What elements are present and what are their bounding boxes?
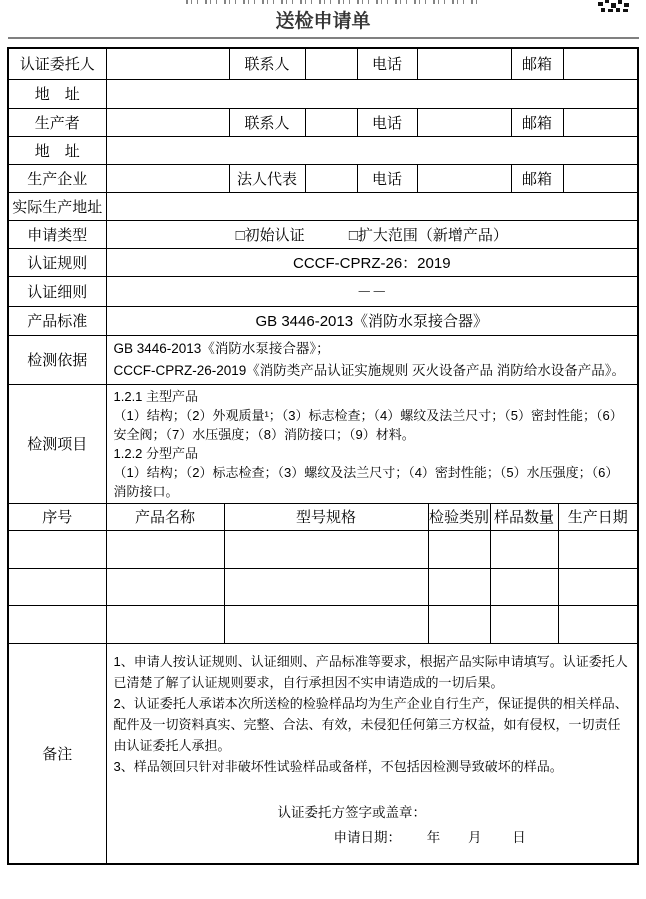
factory-phone-label: 电话 <box>357 164 417 192</box>
applicant-row <box>8 48 638 79</box>
applicant-contact-label: 联系人 <box>229 48 305 79</box>
product-1-date-field[interactable] <box>558 530 638 568</box>
certification-detail-label: 认证细则 <box>8 276 106 306</box>
test-items-line-4: （1）结构；（2）标志检查；（3）螺纹及法兰尺寸；（4）密封性能；（5）水压强度；（6）消防接口。 <box>113 464 619 499</box>
applicant-phone-label: 电话 <box>357 48 417 79</box>
factory-name-field[interactable] <box>106 164 229 192</box>
product-1-category-field[interactable] <box>428 530 490 568</box>
factory-email-field[interactable] <box>563 164 638 192</box>
factory-email-label: 邮箱 <box>511 164 563 192</box>
remarks-row <box>8 643 638 864</box>
test-items-row <box>8 384 638 503</box>
factory-label: 生产企业 <box>8 164 106 192</box>
date-month-label: 月 <box>468 829 482 845</box>
test-items-value <box>106 384 638 503</box>
test-items-line-2: （1）结构；（2）外观质量¹；（3）标志检查；（4）螺纹及法兰尺寸；（5）密封性能；（6）安全阀；（7）水压强度；（8）消防接口；（9）材料。 <box>113 407 623 442</box>
product-1-model-field[interactable] <box>224 530 428 568</box>
producer-email-label: 邮箱 <box>511 108 563 136</box>
option-expand-scope[interactable]: □扩大范围（新增产品） <box>348 226 508 244</box>
product-standard-row <box>8 306 638 335</box>
producer-address-row <box>8 136 638 164</box>
test-basis-label: 检测依据 <box>8 335 106 384</box>
signature-line[interactable] <box>278 802 631 823</box>
clipped-header-text-fragments <box>186 0 480 4</box>
header-production-date: 生产日期 <box>558 503 638 530</box>
product-2-category-field[interactable] <box>428 568 490 605</box>
applicant-email-label: 邮箱 <box>511 48 563 79</box>
applicant-phone-field[interactable] <box>417 48 511 79</box>
test-items-line-3: 1.2.2 分型产品 <box>113 445 199 461</box>
applicant-label: 认证委托人 <box>8 48 106 79</box>
date-label: 申请日期： <box>333 829 401 845</box>
producer-email-field[interactable] <box>563 108 638 136</box>
header-model-spec: 型号规格 <box>224 503 428 530</box>
test-basis-line-1: GB 3446-2013《消防水泵接合器》； <box>113 340 330 356</box>
application-type-options <box>106 220 638 248</box>
product-row-1 <box>8 530 638 568</box>
remarks-label: 备注 <box>8 643 106 864</box>
product-2-model-field[interactable] <box>224 568 428 605</box>
legal-representative-field[interactable] <box>305 164 357 192</box>
signature-label: 认证委托方签字或盖章： <box>277 804 426 820</box>
actual-production-address-label: 实际生产地址 <box>8 192 106 220</box>
actual-production-address-field[interactable] <box>106 192 638 220</box>
producer-contact-label: 联系人 <box>229 108 305 136</box>
test-basis-line-2: CCCF-CPRZ-26-2019《消防类产品认证实施规则 灭火设备产品 消防给水设备产品》。 <box>113 362 626 378</box>
product-2-seq-field[interactable] <box>8 568 106 605</box>
product-1-seq-field[interactable] <box>8 530 106 568</box>
test-basis-row <box>8 335 638 384</box>
header-sample-quantity: 样品数量 <box>490 503 558 530</box>
product-3-seq-field[interactable] <box>8 605 106 643</box>
test-basis-value <box>106 335 638 384</box>
product-standard-label: 产品标准 <box>8 306 106 335</box>
application-type-row <box>8 220 638 248</box>
certification-rule-label: 认证规则 <box>8 248 106 276</box>
product-3-quantity-field[interactable] <box>490 605 558 643</box>
header-inspection-category: 检验类别 <box>428 503 490 530</box>
product-row-3 <box>8 605 638 643</box>
producer-name-field[interactable] <box>106 108 229 136</box>
producer-address-field[interactable] <box>106 136 638 164</box>
date-day-label: 日 <box>512 829 526 845</box>
legal-representative-label: 法人代表 <box>229 164 305 192</box>
producer-phone-field[interactable] <box>417 108 511 136</box>
applicant-name-field[interactable] <box>106 48 229 79</box>
page-title: 送检申请单 <box>275 11 371 32</box>
date-year-label: 年 <box>426 829 441 845</box>
application-date-line[interactable] <box>334 827 631 848</box>
certification-rule-row <box>8 248 638 276</box>
applicant-email-field[interactable] <box>563 48 638 79</box>
remark-item-3: 3、样品领回只针对非破坏性试验样品或备样，不包括因检测导致破坏的样品。 <box>113 758 563 774</box>
factory-row <box>8 164 638 192</box>
remarks-content <box>106 643 638 864</box>
product-3-name-field[interactable] <box>106 605 224 643</box>
product-2-name-field[interactable] <box>106 568 224 605</box>
applicant-address-label: 地 址 <box>8 79 106 108</box>
header-seq-no: 序号 <box>8 503 106 530</box>
producer-address-label: 地 址 <box>8 136 106 164</box>
factory-phone-field[interactable] <box>417 164 511 192</box>
product-3-model-field[interactable] <box>224 605 428 643</box>
producer-contact-field[interactable] <box>305 108 357 136</box>
remark-item-1: 1、申请人按认证规则、认证细则、产品标准等要求，根据产品实际申请填写。认证委托人已清楚了解了认证规则要求，自行承担因不实申请造成的一切后果。 <box>113 653 628 690</box>
product-3-date-field[interactable] <box>558 605 638 643</box>
product-3-category-field[interactable] <box>428 605 490 643</box>
header-product-name: 产品名称 <box>106 503 224 530</box>
product-1-name-field[interactable] <box>106 530 224 568</box>
remark-item-2: 2、认证委托人承诺本次所送检的检验样品均为生产企业自行生产，保证提供的相关样品、配件及一切资料真实、完整、合法、有效，未侵犯任何第三方权益，如有侵权，一切责任由认证委托人承担。 <box>113 695 628 753</box>
product-table-header-row <box>8 503 638 530</box>
producer-phone-label: 电话 <box>357 108 417 136</box>
product-1-quantity-field[interactable] <box>490 530 558 568</box>
test-items-label: 检测项目 <box>8 384 106 503</box>
application-form-table <box>7 47 639 865</box>
applicant-address-field[interactable] <box>106 79 638 108</box>
product-standard-value: GB 3446-2013《消防水泵接合器》 <box>106 306 638 335</box>
producer-row <box>8 108 638 136</box>
certification-detail-value: －－ <box>106 276 638 306</box>
actual-production-address-row <box>8 192 638 220</box>
option-initial-certification[interactable]: □初始认证 <box>235 226 305 244</box>
certification-rule-value: CCCF-CPRZ-26：2019 <box>106 248 638 276</box>
applicant-address-row <box>8 79 638 108</box>
certification-detail-row <box>8 276 638 306</box>
application-type-label: 申请类型 <box>8 220 106 248</box>
header-rule <box>8 37 639 39</box>
producer-label: 生产者 <box>8 108 106 136</box>
product-2-date-field[interactable] <box>558 568 638 605</box>
applicant-contact-field[interactable] <box>305 48 357 79</box>
product-row-2 <box>8 568 638 605</box>
product-2-quantity-field[interactable] <box>490 568 558 605</box>
test-items-line-1: 1.2.1 主型产品 <box>113 388 199 404</box>
